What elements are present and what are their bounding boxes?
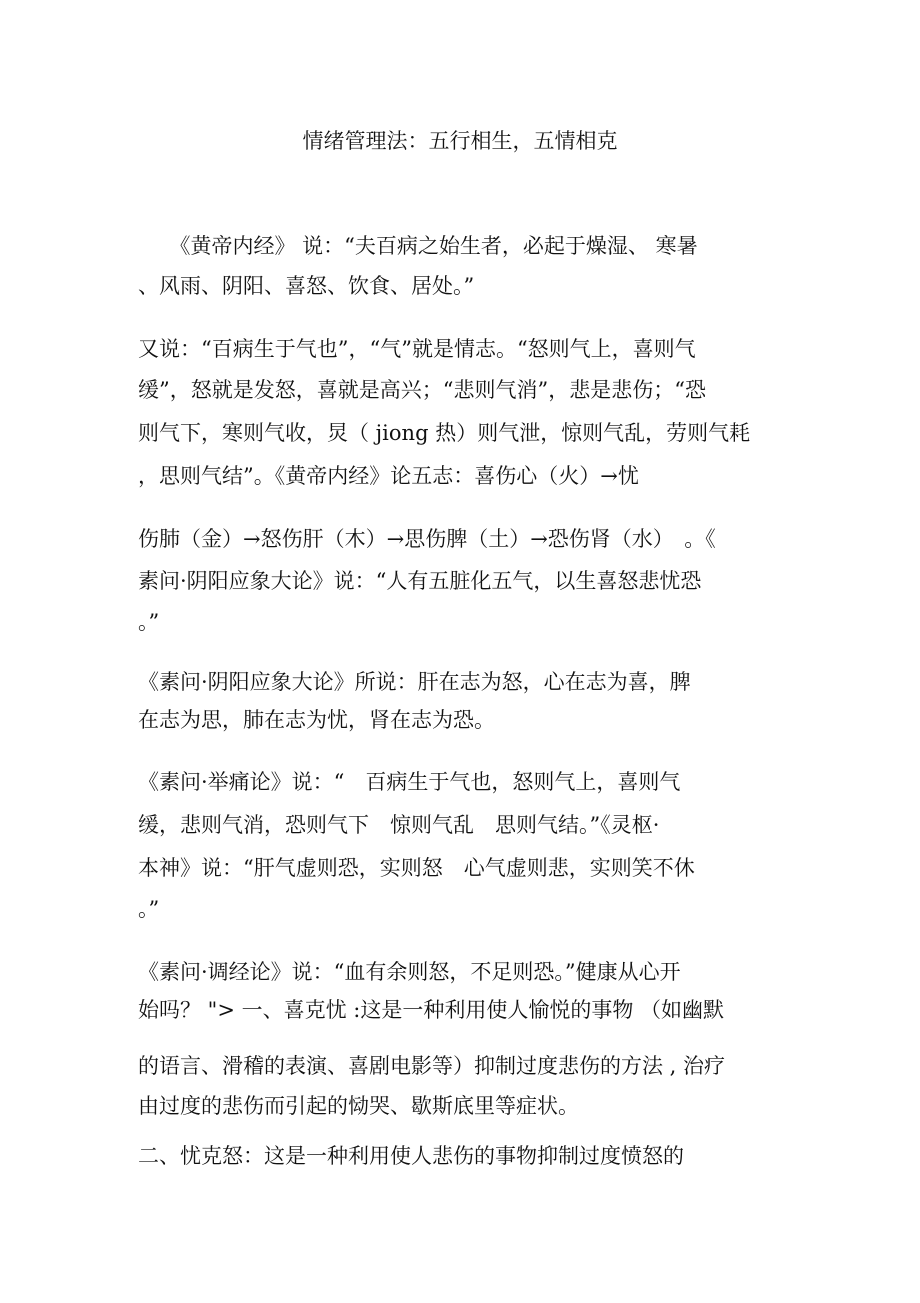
text-line: 。”	[138, 897, 160, 921]
text-line: 《素问·调经论》说：“血有余则怒，不足则恐。”健康从心开	[138, 960, 681, 984]
text-line: 始吗？ "> 一、喜克忧 :这是一种利用使人愉悦的事物 （如幽默	[138, 998, 725, 1022]
text-line: 伤肺（金）→怒伤肝（木）→思伤脾（土）→恐伤肾（水） 。《	[138, 527, 716, 551]
text-line: 本神》说：“肝气虚则恐，实则怒 心气虚则悲，实则笑不休	[138, 856, 695, 880]
text-line: 《素问·阴阳应象大论》所说：肝在志为怒，心在志为喜，脾	[138, 670, 691, 694]
text-line: 又说：“百病生于气也”，“气”就是情志。“怒则气上，喜则气	[138, 337, 696, 361]
text-line: 在志为思，肺在志为忧，肾在志为恐。	[138, 708, 495, 732]
text-line: 《素问·举痛论》说：“ 百病生于气也，怒则气上，喜则气	[138, 770, 681, 794]
text-line: 的语言、滑稽的表演、喜剧电影等）抑制过度悲伤的方法 , 治疗	[138, 1054, 726, 1078]
text-line: 由过度的悲伤而引起的恸哭、歇斯底里等症状。	[138, 1094, 579, 1118]
text-line: 则气下，寒则气收，炅（ jiong 热）则气泄，惊则气乱，劳则气耗	[138, 421, 751, 445]
text-line: 《黄帝内经》 说：“夫百病之始生者，必起于燥湿、 寒暑	[138, 234, 698, 258]
text-line: ，思则气结”。《黄帝内经》论五志：喜伤心（火）→忧	[138, 464, 639, 488]
text-line: 素问·阴阳应象大论》说：“人有五脏化五气，以生喜怒悲忧恐	[138, 569, 702, 593]
text-line: 二、忧克怒：这是一种利用使人悲伤的事物抑制过度愤怒的	[138, 1144, 684, 1168]
document-title: 情绪管理法：五行相生，五情相克	[302, 129, 618, 153]
text-line: 。”	[138, 610, 160, 634]
text-line: 缓”，怒就是发怒，喜就是高兴；“悲则气消”，悲是悲伤；“恐	[138, 378, 706, 402]
text-line: 缓，悲则气消，恐则气下 惊则气乱 思则气结。”《灵枢·	[138, 813, 660, 837]
text-line: 、风雨、阴阳、喜怒、饮食、居处。”	[138, 274, 475, 298]
